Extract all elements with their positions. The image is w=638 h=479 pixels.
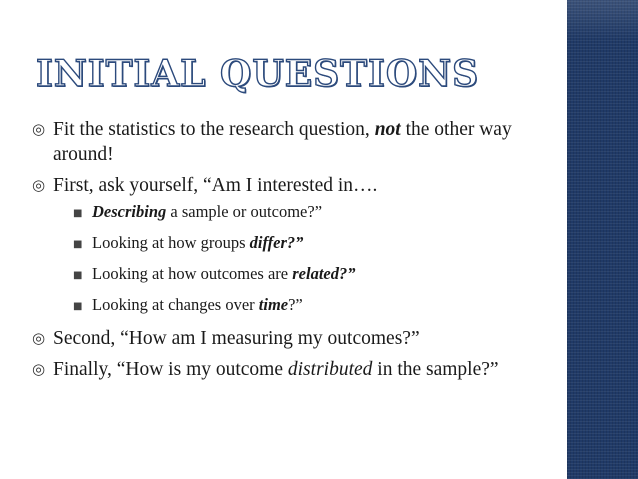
sub-bullet-item — [73, 233, 552, 253]
emphasis-text: not — [374, 119, 401, 140]
target-bullet-icon: ◎ — [32, 176, 46, 194]
sub-bullet-text: Looking at how groups — [92, 233, 250, 252]
emphasis-text: time — [258, 295, 289, 314]
target-bullet-icon: ◎ — [32, 120, 46, 138]
sub-bullet-text: Looking at changes over — [92, 295, 259, 314]
bullet-text: in the sample?” — [372, 359, 499, 380]
square-bullet-icon: ■ — [73, 270, 83, 281]
emphasis-text: differ?” — [249, 233, 304, 252]
slide-title: INITIAL QUESTIONS — [36, 53, 480, 95]
bullet-item — [32, 357, 552, 382]
emphasis-text: related?” — [292, 264, 356, 283]
square-bullet-icon: ■ — [73, 239, 83, 250]
square-bullet-icon: ■ — [73, 301, 83, 312]
bullet-item — [32, 173, 552, 315]
bullet-text: Fit the statistics to the research question, — [53, 119, 375, 140]
bullet-list — [32, 117, 552, 388]
sub-bullet-text: ?” — [288, 295, 303, 314]
square-bullet-icon: ■ — [73, 208, 83, 219]
bullet-text: Second, “How am I measuring my outcomes?” — [53, 328, 420, 349]
sub-bullet-item — [73, 202, 552, 222]
side-decor-highlight — [567, 0, 638, 40]
target-bullet-icon: ◎ — [32, 360, 46, 378]
emphasis-text: Describing — [92, 202, 167, 221]
italic-text: distributed — [287, 359, 373, 380]
bullet-text: First, ask yourself, “Am I interested in…. — [53, 175, 378, 196]
bullet-item — [32, 326, 552, 351]
sub-bullet-text: Looking at how outcomes are — [92, 264, 293, 283]
sub-bullet-item — [73, 295, 552, 315]
side-decor-panel — [567, 0, 638, 479]
target-bullet-icon: ◎ — [32, 329, 46, 347]
bullet-text: Finally, “How is my outcome — [53, 359, 288, 380]
sub-bullet-item — [73, 264, 552, 284]
bullet-text: the other way around! — [53, 119, 512, 165]
sub-bullet-list — [53, 202, 552, 315]
bullet-item — [32, 117, 552, 167]
sub-bullet-text: a sample or outcome?” — [166, 202, 323, 221]
